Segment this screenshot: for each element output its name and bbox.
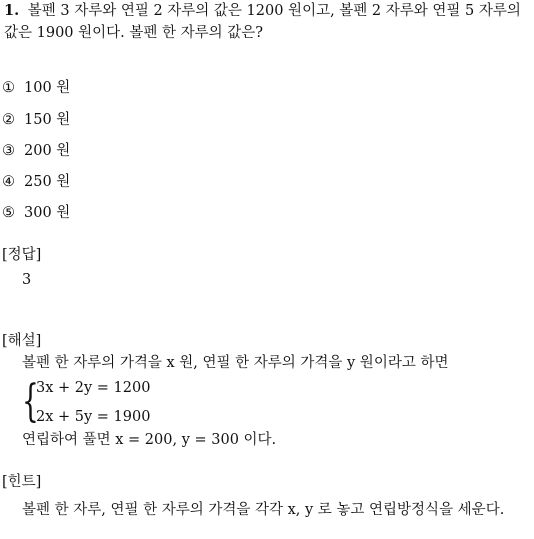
choice-2[interactable] <box>2 110 70 130</box>
question-text <box>4 0 532 44</box>
explanation-line-2: 연립하여 풀면 x = 200, y = 300 이다. <box>22 432 277 448</box>
hint-text: 볼펜 한 자루, 연필 한 자루의 가격을 각각 x, y 로 놓고 연립방정식을 세운다. <box>22 502 505 518</box>
answer-value: 3 <box>22 272 32 288</box>
choice-marker: ⑤ <box>2 205 15 221</box>
choice-label: 150 원 <box>24 112 71 128</box>
choice-label: 250 원 <box>24 174 71 190</box>
choice-marker: ② <box>2 112 15 128</box>
equation-1: 3x + 2y = 1200 <box>36 380 151 396</box>
hint-heading: [힌트] <box>2 474 42 490</box>
explanation-line-1: 볼펜 한 자루의 가격을 x 원, 연필 한 자루의 가격을 y 원이라고 하면 <box>22 355 449 371</box>
choice-marker: ④ <box>2 174 15 190</box>
choice-1[interactable] <box>2 78 70 98</box>
choice-marker: ③ <box>2 143 15 159</box>
choice-4[interactable] <box>2 172 70 192</box>
choice-label: 100 원 <box>24 80 71 96</box>
question-body: 볼펜 3 자루와 연필 2 자루의 값은 1200 원이고, 볼펜 2 자루와 연필 5 자루의 값은 1900 원이다. 볼펜 한 자루의 값은? <box>4 3 521 41</box>
choice-5[interactable] <box>2 203 70 223</box>
choice-marker: ① <box>2 80 15 96</box>
choice-label: 200 원 <box>24 143 71 159</box>
choice-label: 300 원 <box>24 205 71 221</box>
equation-2: 2x + 5y = 1900 <box>36 409 151 425</box>
answer-heading: [정답] <box>2 247 42 263</box>
choice-3[interactable] <box>2 141 70 161</box>
explanation-heading: [해설] <box>2 333 42 349</box>
system-brace: { <box>22 376 39 427</box>
question-number: 1. <box>4 2 20 19</box>
